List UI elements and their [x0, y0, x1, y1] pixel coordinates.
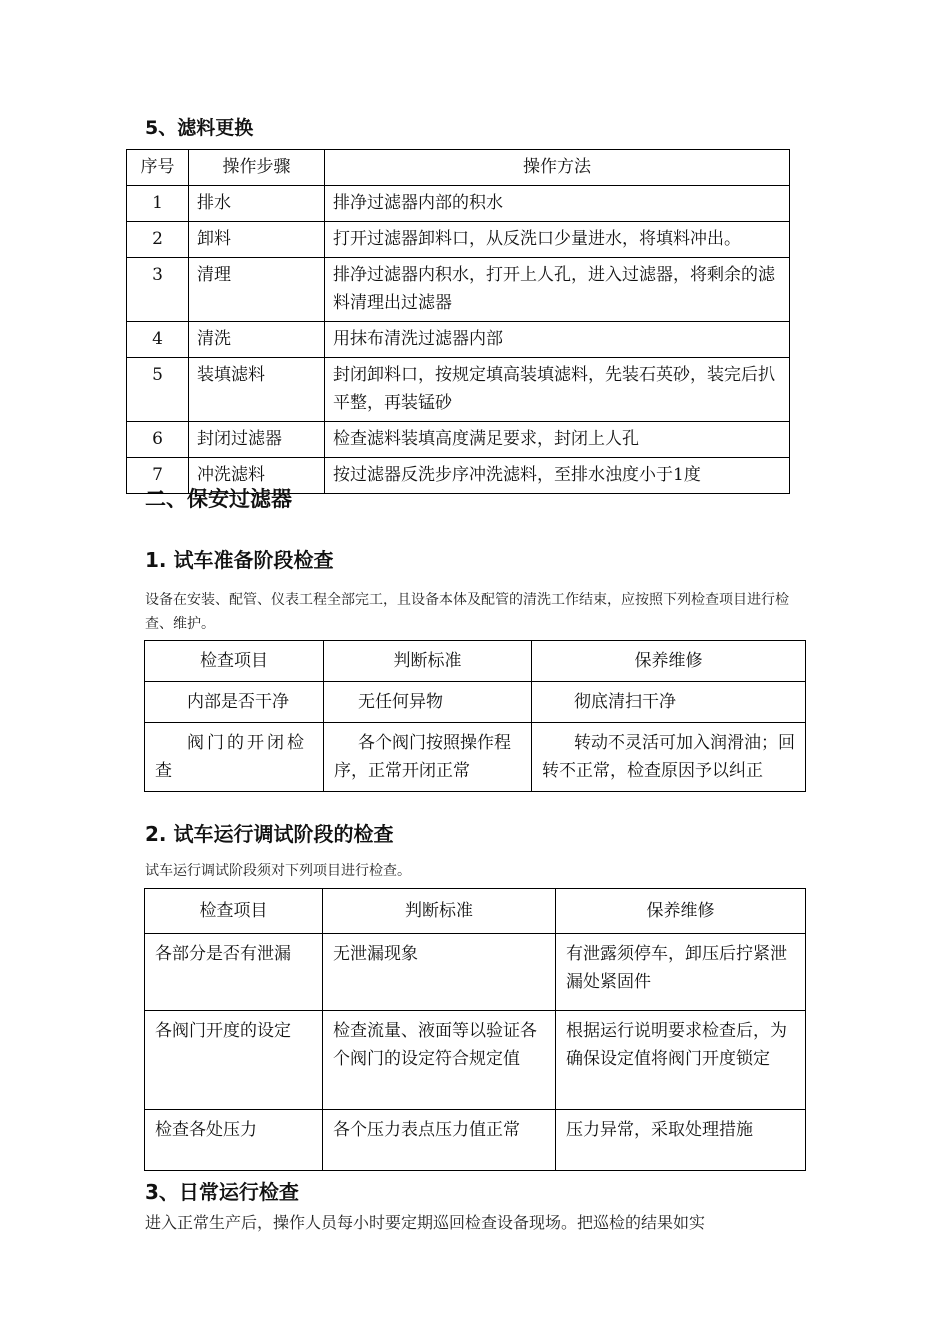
row-number: 4	[127, 322, 189, 358]
section-heading-filter-media-replacement: 5、滤料更换	[145, 117, 254, 139]
table-row	[145, 723, 806, 792]
row-number: 7	[127, 458, 189, 494]
column-header-number: 序号	[127, 150, 189, 186]
row-method: 打开过滤器卸料口，从反洗口少量进水，将填料冲出。	[325, 222, 790, 258]
table-header-row	[145, 889, 806, 934]
row-maintenance: 根据运行说明要求检查后，为确保设定值将阀门开度锁定	[556, 1011, 806, 1110]
row-maintenance: 有泄露须停车，卸压后拧紧泄漏处紧固件	[556, 934, 806, 1011]
row-step: 卸料	[189, 222, 325, 258]
section-heading-daily-check: 3、日常运行检查	[145, 1180, 299, 1204]
row-number: 3	[127, 258, 189, 322]
column-header-maintenance: 保养维修	[532, 641, 806, 682]
row-standard: 检查流量、液面等以验证各个阀门的设定符合规定值	[323, 1011, 556, 1110]
row-maintenance: 彻底清扫干净	[532, 682, 806, 723]
row-number: 1	[127, 186, 189, 222]
trial-run-intro-text: 试车运行调试阶段须对下列项目进行检查。	[145, 863, 411, 879]
table-row	[145, 682, 806, 723]
row-method: 排净过滤器内部的积水	[325, 186, 790, 222]
column-header-item: 检查项目	[145, 641, 324, 682]
row-maintenance: 转动不灵活可加入润滑油；回转不正常，检查原因予以纠正	[532, 723, 806, 792]
row-method: 封闭卸料口，按规定填高装填滤料，先装石英砂，装完后扒平整，再装锰砂	[325, 358, 790, 422]
row-standard: 无任何异物	[324, 682, 532, 723]
row-maintenance: 压力异常，采取处理措施	[556, 1110, 806, 1171]
row-standard: 各个阀门按照操作程序，正常开闭正常	[324, 723, 532, 792]
row-item: 检查各处压力	[145, 1110, 323, 1171]
row-number: 6	[127, 422, 189, 458]
row-item: 各部分是否有泄漏	[145, 934, 323, 1011]
table-row	[127, 258, 790, 322]
row-method: 检查滤料装填高度满足要求，封闭上人孔	[325, 422, 790, 458]
section-heading-trial-run-check: 2. 试车运行调试阶段的检查	[145, 822, 394, 846]
row-method: 按过滤器反洗步序冲洗滤料，至排水浊度小于1度	[325, 458, 790, 494]
daily-check-intro-text: 进入正常生产后，操作人员每小时要定期巡回检查设备现场。把巡检的结果如实	[145, 1213, 706, 1232]
table-row	[145, 1011, 806, 1110]
trial-run-check-table	[144, 888, 806, 1171]
table-header-row	[145, 641, 806, 682]
column-header-method: 操作方法	[325, 150, 790, 186]
row-step: 装填滤料	[189, 358, 325, 422]
row-step: 冲洗滤料	[189, 458, 325, 494]
table-row	[127, 422, 790, 458]
row-number: 2	[127, 222, 189, 258]
pre-trial-check-table	[144, 640, 806, 792]
table-row	[127, 322, 790, 358]
filter-media-replacement-table	[126, 149, 790, 494]
table-row	[127, 358, 790, 422]
row-item: 各阀门开度的设定	[145, 1011, 323, 1110]
row-standard: 无泄漏现象	[323, 934, 556, 1011]
column-header-item: 检查项目	[145, 889, 323, 934]
part-heading-security-filter: 二、保安过滤器	[145, 487, 292, 511]
table-row	[145, 1110, 806, 1171]
table-row	[127, 222, 790, 258]
table-header-row	[127, 150, 790, 186]
row-step: 清理	[189, 258, 325, 322]
section-heading-pre-trial-check: 1. 试车准备阶段检查	[145, 548, 334, 572]
table-row	[145, 934, 806, 1011]
column-header-maintenance: 保养维修	[556, 889, 806, 934]
row-method: 用抹布清洗过滤器内部	[325, 322, 790, 358]
row-step: 封闭过滤器	[189, 422, 325, 458]
row-item: 内部是否干净	[145, 682, 324, 723]
column-header-standard: 判断标准	[324, 641, 532, 682]
row-step: 清洗	[189, 322, 325, 358]
column-header-standard: 判断标准	[323, 889, 556, 934]
column-header-step: 操作步骤	[189, 150, 325, 186]
table-row	[127, 186, 790, 222]
row-step: 排水	[189, 186, 325, 222]
row-method: 排净过滤器内积水，打开上人孔，进入过滤器，将剩余的滤料清理出过滤器	[325, 258, 790, 322]
row-standard: 各个压力表点压力值正常	[323, 1110, 556, 1171]
pre-trial-intro-text: 设备在安装、配管、仪表工程全部完工，且设备本体及配管的清洗工作结束，应按照下列检查项目进行检查、维护。	[145, 592, 789, 632]
row-item: 阀门的开闭检查	[145, 723, 324, 792]
row-number: 5	[127, 358, 189, 422]
